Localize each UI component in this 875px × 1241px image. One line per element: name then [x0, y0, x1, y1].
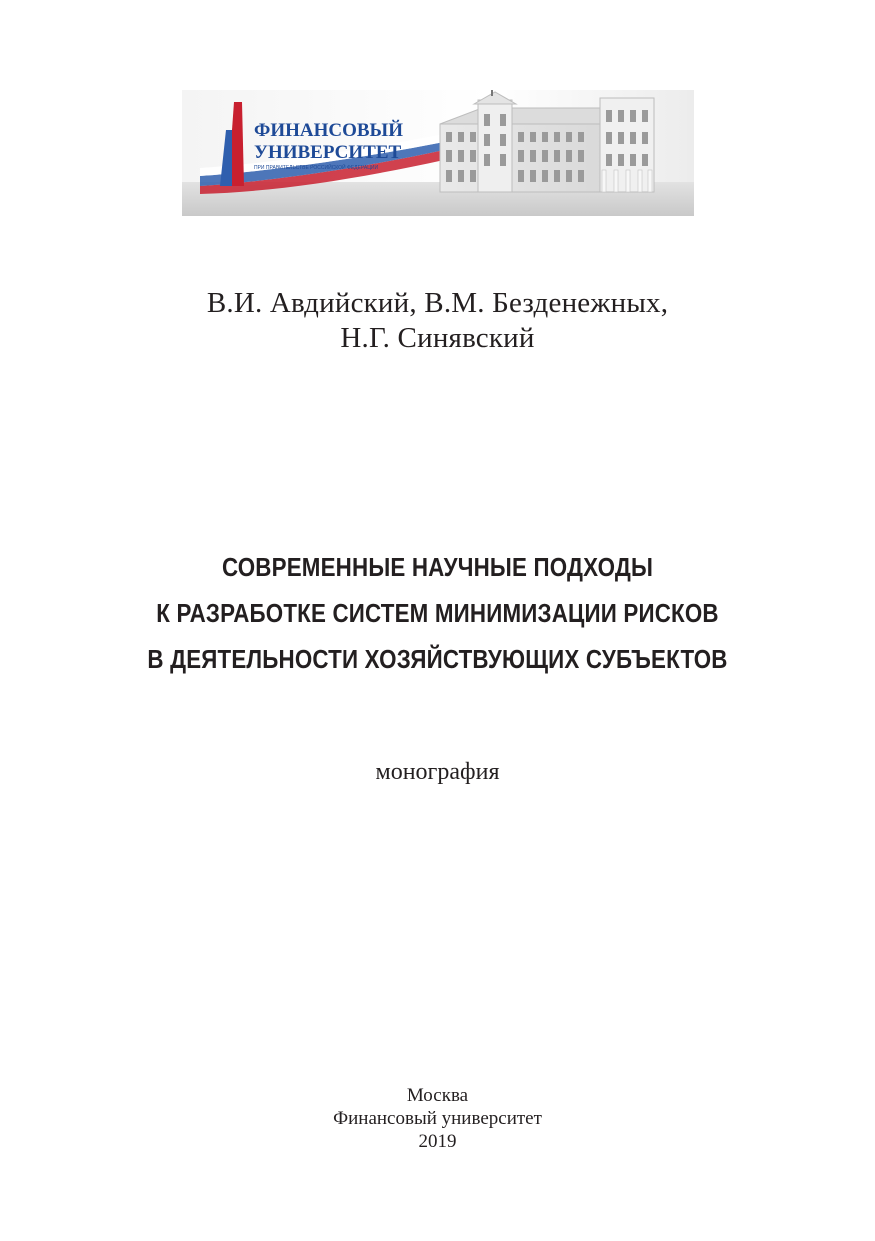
imprint-city: Москва [406, 1085, 469, 1106]
authors-line-1: В.И. Авдийский, В.М. Безденежных, [206, 287, 669, 319]
book-title [0, 544, 875, 682]
title-line-3: В ДЕЯТЕЛЬНОСТИ ХОЗЯЙСТВУЮЩИХ СУБЪЕКТОВ [147, 644, 728, 674]
logo-line-1: ФИНАНСОВЫЙ [254, 120, 403, 141]
authors-block [0, 286, 875, 356]
imprint-block [0, 1084, 875, 1153]
imprint-year: 2019 [418, 1131, 457, 1152]
imprint-publisher: Финансовый университет [333, 1108, 542, 1129]
logo-line-2: УНИВЕРСИТЕТ [254, 142, 402, 163]
university-logo-banner [182, 90, 694, 216]
logo-subline: ПРИ ПРАВИТЕЛЬСТВЕ РОССИЙСКОЙ ФЕДЕРАЦИИ [254, 165, 379, 171]
title-line-2: К РАЗРАБОТКЕ СИСТЕМ МИНИМИЗАЦИИ РИСКОВ [156, 598, 719, 628]
university-logo-image [182, 90, 694, 216]
genre-label: монография [375, 759, 500, 785]
authors-line-2: Н.Г. Синявский [340, 322, 535, 354]
title-line-1: СОВРЕМЕННЫЕ НАУЧНЫЕ ПОДХОДЫ [221, 552, 654, 582]
